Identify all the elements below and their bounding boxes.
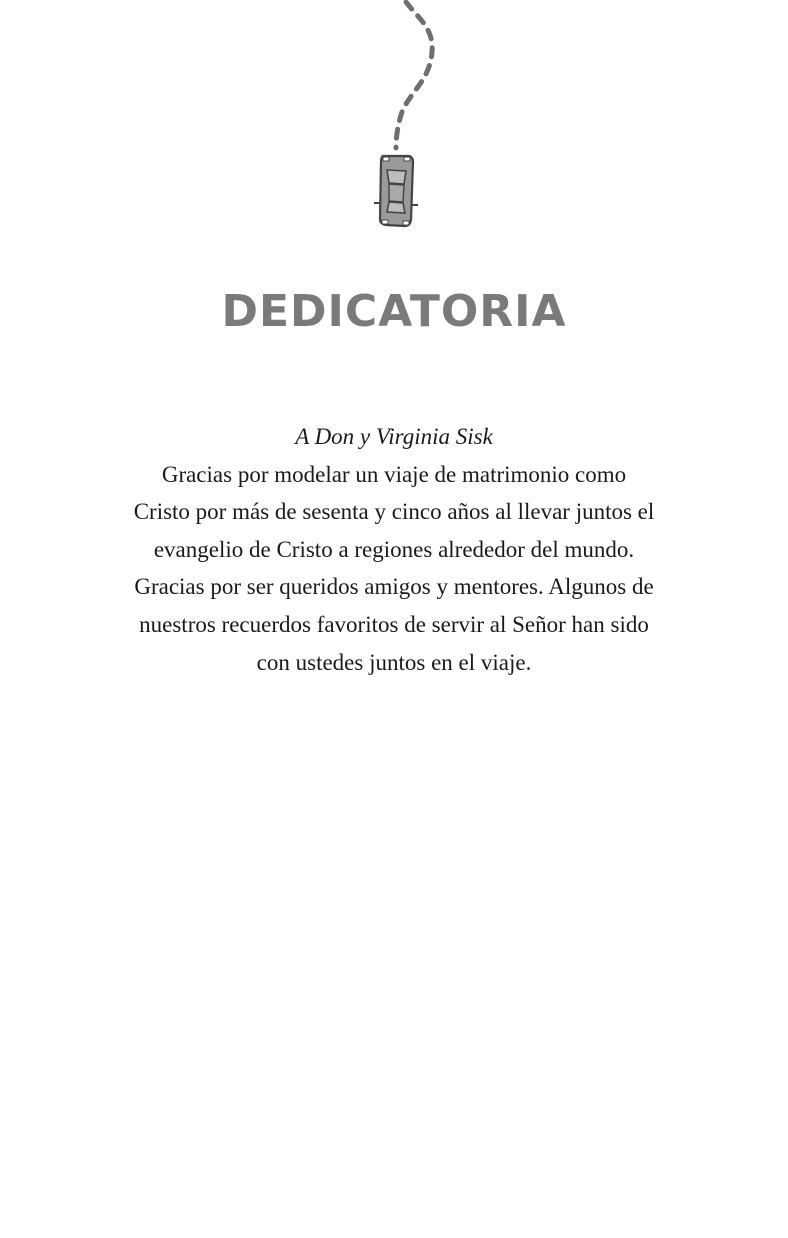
dedication-line: Cristo por más de sesenta y cinco años al llevar juntos el: [133, 499, 655, 525]
page-title: DEDICATORIA: [221, 286, 567, 337]
dedication-line: evangelio de Cristo a regiones alrededor del mundo.: [153, 536, 635, 562]
dedication-line: Gracias por ser queridos amigos y mentores. Algunos de: [134, 574, 654, 600]
dedication-line: nuestros recuerdos favoritos de servir al Señor han sido: [139, 611, 649, 637]
dedication-line: con ustedes juntos en el viaje.: [256, 649, 532, 675]
dedication-line: Gracias por modelar un viaje de matrimonio como: [161, 461, 627, 487]
car-icon: [374, 156, 418, 226]
car-on-dashed-road-icon: [360, 0, 450, 240]
dedication-text: [100, 418, 688, 681]
dashed-road-path: [396, 2, 432, 148]
dedication-recipient: A Don y Virginia Sisk: [295, 424, 493, 449]
